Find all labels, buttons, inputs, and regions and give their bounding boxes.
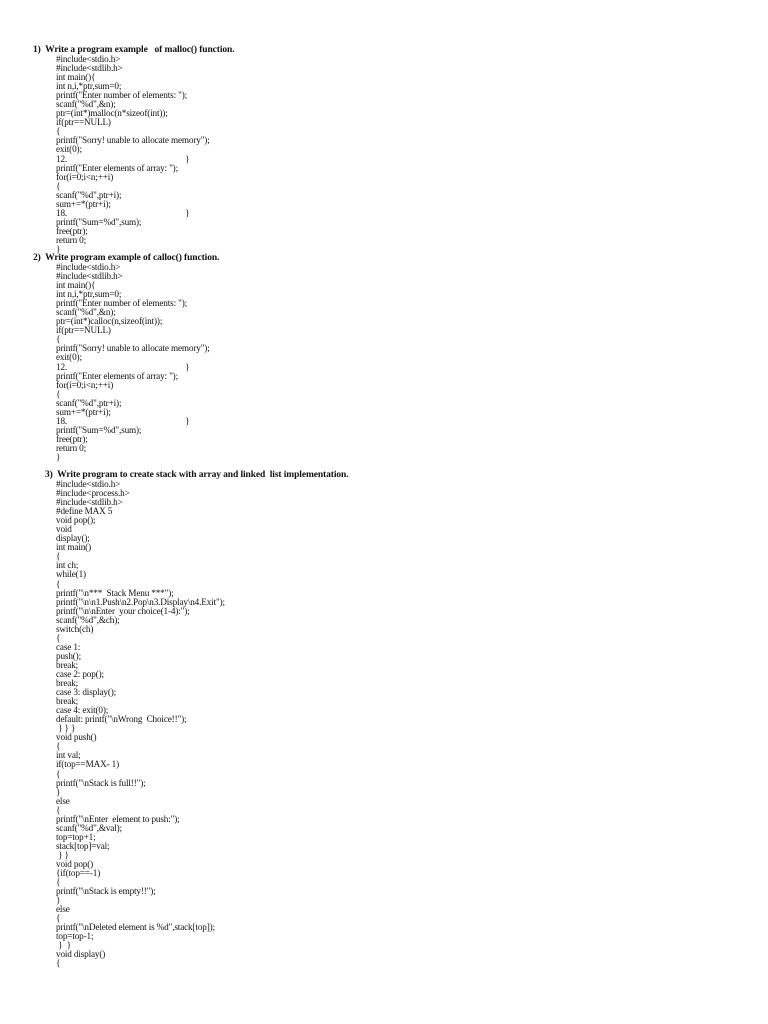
code-line: } xyxy=(56,243,61,254)
code-line: stack[top]=val; xyxy=(56,840,110,851)
code-line: break; xyxy=(56,678,79,689)
code-line: printf("\n\n1.Push\n2.Pop\n3.Display\n4.Exit"); xyxy=(56,596,225,607)
code-line: display(); xyxy=(56,533,90,544)
code-line: for(i=0;i<n;++i) xyxy=(56,379,114,390)
code-line: } } } xyxy=(56,723,76,734)
code-line: } } xyxy=(56,940,71,951)
code-line: int n,i,*ptr,sum=0; xyxy=(56,81,122,92)
code-line: { xyxy=(56,180,61,191)
code-line: switch(ch) xyxy=(56,623,94,634)
code-line: } } xyxy=(56,849,69,860)
code-line: { xyxy=(56,913,61,924)
code-line: ptr=(int*)malloc(n*sizeof(int)); xyxy=(56,108,168,119)
code-block-calloc xyxy=(56,263,210,462)
code-line: else xyxy=(56,904,70,915)
code-line: scanf("%d",ptr+i); xyxy=(56,189,122,200)
code-line: case 3: display(); xyxy=(56,687,117,698)
code-line: case 4: exit(0); xyxy=(56,705,109,716)
code-line: #include<stdlib.h> xyxy=(56,63,123,74)
code-line: printf("Sum=%d",sum); xyxy=(56,424,142,435)
code-line: #define MAX 5 xyxy=(56,506,113,517)
code-line: case 1: xyxy=(56,641,81,652)
code-line: #include<process.h> xyxy=(56,488,130,499)
code-line: printf("\nEnter element to push:"); xyxy=(56,813,180,824)
code-line: case 2: pop(); xyxy=(56,668,104,679)
code-line: printf("Enter elements of array: "); xyxy=(56,162,178,173)
code-line: #include<stdio.h> xyxy=(56,262,121,272)
code-line: printf("\n\nEnter your choice(1-4):"); xyxy=(56,605,190,616)
code-line: else xyxy=(56,795,70,806)
code-line: if(ptr==NULL) xyxy=(56,117,111,128)
code-line: void display() xyxy=(56,949,106,960)
code-line: ptr=(int*)calloc(n,sizeof(int)); xyxy=(56,316,163,327)
code-line: 12. } xyxy=(56,153,190,164)
section-heading-malloc: 1) Write a program example of malloc() function. xyxy=(33,45,235,55)
code-line: scanf("%d",&ch); xyxy=(56,614,120,625)
code-line: break; xyxy=(56,659,79,670)
code-line: scanf("%d",ptr+i); xyxy=(56,397,122,408)
code-line: 18. } xyxy=(56,207,190,218)
code-line: printf("\nStack is full!!"); xyxy=(56,777,146,788)
code-line: } xyxy=(56,895,61,906)
code-line: { xyxy=(56,578,61,589)
code-line: { xyxy=(56,551,61,562)
code-line: printf("Enter number of elements: "); xyxy=(56,90,188,101)
code-line: push(); xyxy=(56,650,81,661)
code-line: top=top-1; xyxy=(56,931,94,942)
code-line: printf("Enter number of elements: "); xyxy=(56,298,188,309)
code-line: {if(top==-1) xyxy=(56,868,101,879)
code-line: free(ptr); xyxy=(56,433,88,444)
code-line: scanf("%d",&val); xyxy=(56,822,122,833)
code-line: int main() xyxy=(56,542,91,553)
code-line: printf("Enter elements of array: "); xyxy=(56,370,178,381)
code-line: printf("Sorry! unable to allocate memory"); xyxy=(56,343,210,354)
code-line: { xyxy=(56,741,61,752)
code-line: 18. } xyxy=(56,415,190,426)
code-line: { xyxy=(56,632,61,643)
code-line: sum+=*(ptr+i); xyxy=(56,198,111,209)
code-line: free(ptr); xyxy=(56,225,88,236)
code-line: if(ptr==NULL) xyxy=(56,325,111,336)
code-line: break; xyxy=(56,696,79,707)
code-line: scanf("%d",&n); xyxy=(56,99,116,110)
code-line: printf("Sum=%d",sum); xyxy=(56,216,142,227)
code-line: { xyxy=(56,126,61,137)
code-line: { xyxy=(56,334,61,345)
code-line: void pop() xyxy=(56,858,94,869)
code-line: int val; xyxy=(56,750,81,761)
code-line: #include<stdio.h> xyxy=(56,479,121,489)
code-line: } xyxy=(56,451,61,462)
code-line: #include<stdlib.h> xyxy=(56,497,123,508)
code-line: void pop(); xyxy=(56,515,96,526)
code-line: exit(0); xyxy=(56,144,82,155)
section-heading-calloc: 2) Write program example of calloc() function. xyxy=(33,253,220,263)
code-line: printf("Sorry! unable to allocate memory"); xyxy=(56,135,210,146)
code-line: top=top+1; xyxy=(56,831,96,842)
code-line: while(1) xyxy=(56,569,86,580)
section-heading-stack: 3) Write program to create stack with array and linked list implementation. xyxy=(45,470,349,480)
code-line: int main(){ xyxy=(56,72,96,83)
code-line: void push() xyxy=(56,732,97,743)
code-line: for(i=0;i<n;++i) xyxy=(56,171,114,182)
code-line: { xyxy=(56,958,61,969)
code-line: void xyxy=(56,524,72,535)
code-line: if(top==MAX- 1) xyxy=(56,759,119,770)
code-line: default: printf("\nWrong Choice!!"); xyxy=(56,714,187,725)
code-line: exit(0); xyxy=(56,352,82,363)
code-line: { xyxy=(56,768,61,779)
code-line: int main(){ xyxy=(56,280,96,291)
code-line: } xyxy=(56,786,61,797)
code-line: return 0; xyxy=(56,442,87,453)
code-line: int ch; xyxy=(56,560,79,571)
code-block-malloc xyxy=(56,55,210,254)
code-line: sum+=*(ptr+i); xyxy=(56,406,111,417)
code-line: return 0; xyxy=(56,234,87,245)
code-line: 12. } xyxy=(56,361,190,372)
code-line: { xyxy=(56,804,61,815)
code-line: { xyxy=(56,877,61,888)
code-block-stack xyxy=(56,480,225,969)
code-line: #include<stdlib.h> xyxy=(56,271,123,282)
code-line: printf("\nStack is empty!!"); xyxy=(56,886,156,897)
code-line: #include<stdio.h> xyxy=(56,54,121,64)
code-line: int n,i,*ptr,sum=0; xyxy=(56,289,122,300)
code-line: scanf("%d",&n); xyxy=(56,307,116,318)
code-line: printf("\nDeleted element is %d",stack[top]); xyxy=(56,922,215,933)
code-line: printf("\n*** Stack Menu ***"); xyxy=(56,587,174,598)
code-line: { xyxy=(56,388,61,399)
